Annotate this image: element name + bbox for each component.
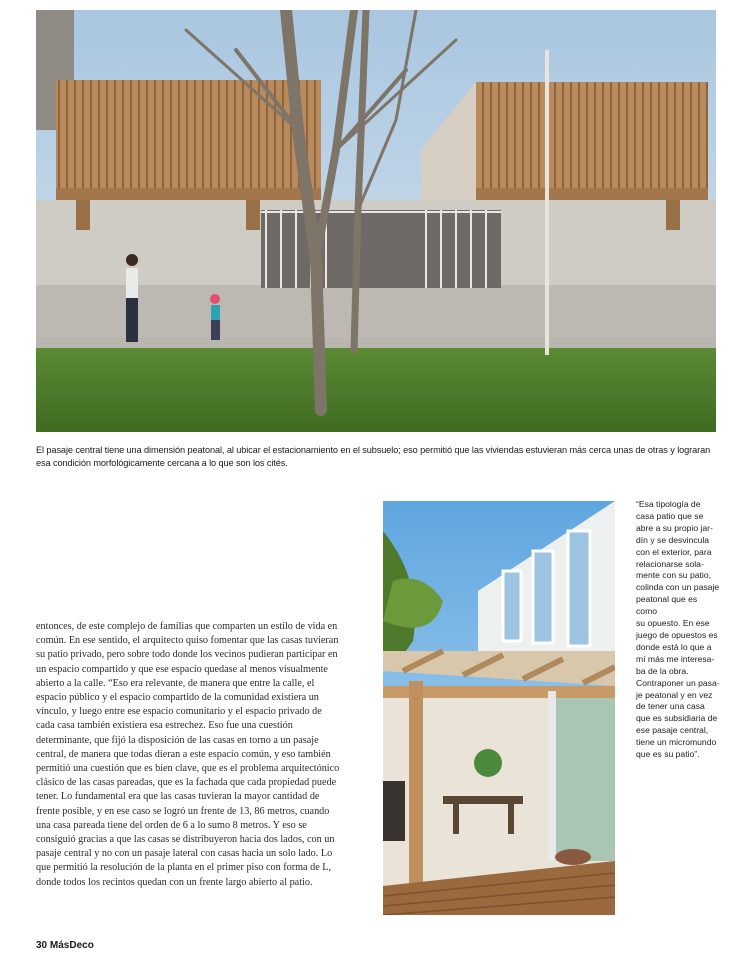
pull-quote: “Esa tipología de casa patio que se abre a su propio jar- dín y se desvincula con el exterior, para relacionarse sola- mente con su patio, colinda con un pasaje peatonal que es como su opuesto. En ese juego de opuestos es donde está lo que a mí más me interesa- ba de la obra. Contraponer un pasa- je peatonal y en vez de tener una casa que es subsidiaria de ese pasaje central, tiene un micromundo que es su patio”. xyxy=(636,499,720,760)
photo-houses-icon xyxy=(36,10,716,432)
photo-caption: El pasaje central tiene una dimensión peatonal, al ubicar el estacionamiento en el subsuelo; eso permitió que las viviendas estuvieran más cerca unas de otras y lograran esa condición morfológicamente cercana a lo que son los cités. xyxy=(36,445,711,468)
page-number: 30 xyxy=(36,940,48,951)
magazine-name: MásDeco xyxy=(49,940,94,951)
page-footer xyxy=(36,940,94,951)
photo-interior-icon xyxy=(383,501,615,915)
interior-photo xyxy=(383,501,615,915)
article-body xyxy=(36,620,342,890)
body-paragraph: entonces, de este complejo de familias que comparten un estilo de vida en común. En ese sentido, el arquitecto quiso fomentar que las casas tuvieran su patio privado, pero sobre todo donde los vecinos pudieran participar en un espacio compartido y que ese espacio quedase al menos visualmente abierto a la calle. “Eso era relevante, de manera que entre la calle, el espacio público y el espacio compartido de la comunidad existiera un vínculo, y luego entre ese espacio comunitario y el espacio privado de cada casa también existiera esa estrechez. Eso fue una cuestión determinante, que fijó la disposición de las casas en torno a un pasaje central, de manera que todas dieran a este espacio común, y eso también permitió una cuestión que es bien clave, que es el problema arquitectónico clásico de las casas pareadas, que es la fachada que cada propiedad puede tener. Lo fundamental era que las casas tuvieran la mayor cantidad de frente posible, y en ese caso se logró un frente de 13, 86 metros, cuando una casa pareada tiene del orden de 6 a lo sumo 8 metros. Y eso se consiguió gracias a que las casas se distribuyeron hacia dos lados, con un pasaje central y no con un pasaje lateral con casas hacia un solo lado. Lo que permitió la resolución de la planta en el primer piso con forma de L, donde todos los recintos quedan con un frente largo abierto al patio. xyxy=(36,621,340,888)
main-photo xyxy=(36,10,716,432)
